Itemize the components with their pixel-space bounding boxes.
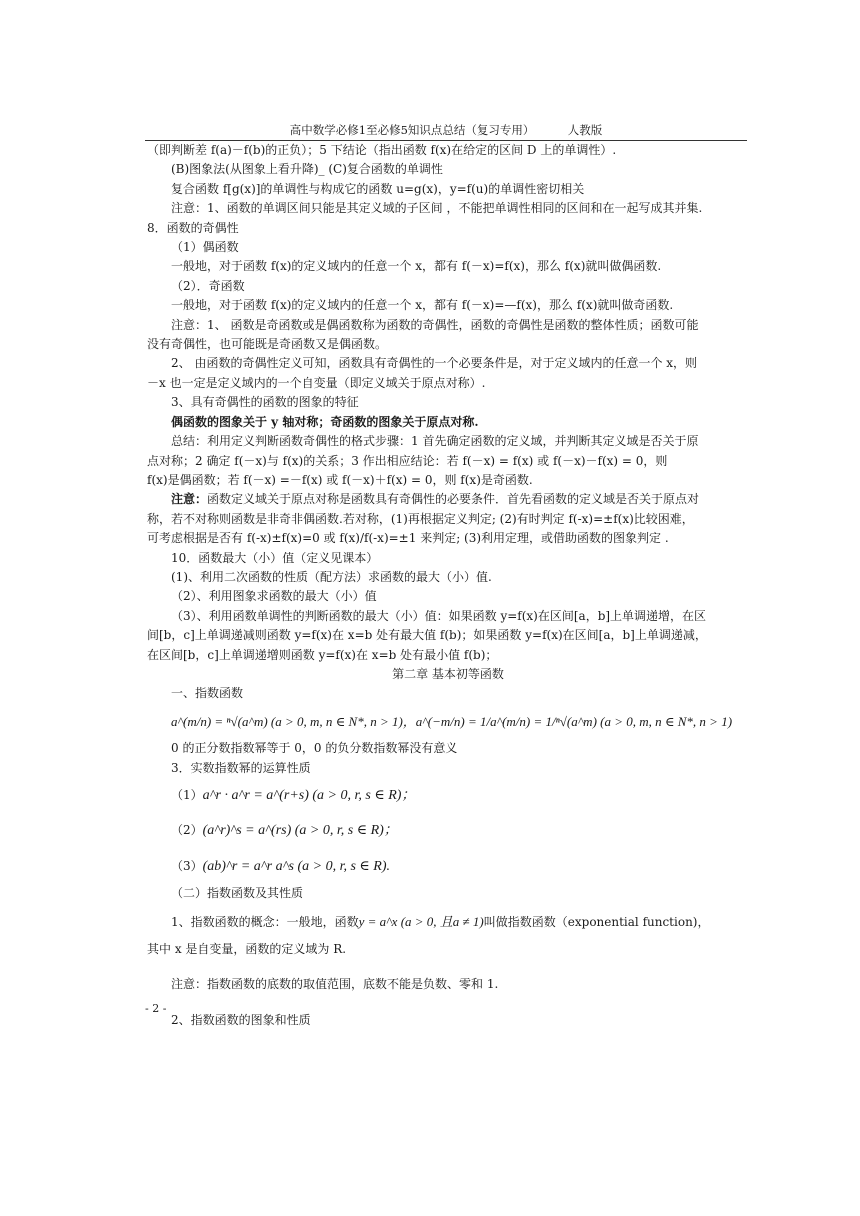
text-line: 总结：利用定义判断函数奇偶性的格式步骤：1 首先确定函数的定义域，并判断其定义域是否关于原 [171,434,699,449]
bold-statement: 偶函数的图象关于 y 轴对称；奇函数的图象关于原点对称. [171,414,479,429]
text-line: 一般地，对于函数 f(x)的定义域内的任意一个 x，都有 f(－x)=—f(x)，那么 f(x)就叫做奇函数. [171,298,674,313]
text-line: 一般地，对于函数 f(x)的定义域内的任意一个 x，都有 f(－x)=f(x)，那么 f(x)就叫做偶函数. [171,259,662,274]
rule-formula: (a^r)^s = a^(rs) (a > 0, r, s ∈ R)； [202,823,398,839]
power-rule-2 [147,821,749,840]
note-text: 函数定义域关于原点对称是函数具有奇偶性的必要条件．首先看函数的定义域是否关于原点对 [207,492,700,507]
section-heading: 8．函数的奇偶性 [147,220,239,235]
section-heading: 2、指数函数的图象和性质 [171,1012,311,1027]
subsection-heading: （1）偶函数 [171,240,239,255]
power-rule-3 [147,857,749,876]
text-line: 注意：指数函数的底数的取值范围，底数不能是负数、零和 1. [171,977,499,992]
note-label: 注意： [171,492,208,507]
text-line: 可考虑根据是否有 f(-x)±f(x)=0 或 f(x)/f(-x)=±1 来判定; (3)利用定理，或借助函数的图象判定 . [147,531,669,546]
subsection-heading: 3．实数指数幂的运算性质 [171,760,311,775]
text-line: (1)、利用二次函数的性质（配方法）求函数的最大（小）值. [171,569,492,584]
text-line: 注意：1、 函数是奇函数或是偶函数称为函数的奇偶性，函数的奇偶性是函数的整体性质；函数可能 [171,317,699,332]
text-line: 称，若不对称则函数是非奇非偶函数.若对称，(1)再根据定义判定; (2)有时判定 f(-x)=±f(x)比较困难， [147,511,694,526]
text-line: 没有奇偶性，也可能既是奇函数又是偶函数。 [147,337,388,352]
page-header [145,120,747,141]
definition-text: 1、指数函数的概念：一般地，函数 [171,914,359,929]
text-line: （即判断差 f(a)－f(b)的正负）；5 下结论（指出函数 f(x)在给定的区间 D 上的单调性）. [147,143,617,157]
text-line: 2、 由函数的奇偶性定义可知，函数具有奇偶性的一个必要条件是，对于定义域内的任意一个 x，则 [171,356,698,371]
text-line: 3、具有奇偶性的函数的图象的特征 [171,395,359,410]
text-line: 复合函数 f[g(x)]的单调性与构成它的函数 u=g(x)，y=f(u)的单调性密切相关 [171,181,585,196]
rule-number: （3） [171,858,203,873]
section-heading: 一、指数函数 [171,686,244,701]
page-number: - 2 - [145,1002,167,1015]
chapter-title: 第二章 基本初等函数 [392,666,504,681]
text-line [147,912,749,932]
text-line: (B)图象法(从图象上看升降)_ (C)复合函数的单调性 [171,162,443,177]
text-line: （2）、利用图象求函数的最大（小）值 [171,589,377,604]
text-line: 点对称；2 确定 f(－x)与 f(x)的关系；3 作出相应结论：若 f(－x) = f(x) 或 f(－x)－f(x) = 0，则 [147,453,668,468]
definition-text: 叫做指数函数（exponential function)， [483,914,710,929]
document-body [147,141,749,1030]
section-heading: 10．函数最大（小）值（定义见课本） [171,550,379,565]
text-line: f(x)是偶函数；若 f(－x) =－f(x) 或 f(－x)＋f(x) = 0，则 f(x)是奇函数. [147,472,533,487]
text-line: 注意：1、函数的单调区间只能是其定义域的子区间 ，不能把单调性相同的区间和在一起写成其并集. [171,201,703,216]
rule-number: （1） [171,788,203,802]
rule-formula: (ab)^r = a^r a^s (a > 0, r, s ∈ R). [202,858,391,874]
text-line: （3）、利用函数单调性的判断函数的最大（小）值：如果函数 y=f(x)在区间[a，b]上单调递增，在区 [171,608,707,623]
text-line: 其中 x 是自变量，函数的定义域为 R. [147,942,347,957]
text-line: 0 的正分数指数幂等于 0，0 的负分数指数幂没有意义 [171,741,458,756]
rule-number: （2） [171,823,203,838]
text-line [147,490,749,509]
power-rule-1 [147,786,749,805]
rule-formula: a^r · a^r = a^(r+s) (a > 0, r, s ∈ R)； [202,788,416,803]
subsection-heading: （二）指数函数及其性质 [171,886,304,901]
definition-formula: y = a^x (a > 0, 且a ≠ 1) [358,913,484,929]
header-title: 高中数学必修1至必修5知识点总结（复习专用） [289,123,535,137]
text-line: 在区间[b，c]上单调递增则函数 y=f(x)在 x=b 处有最小值 f(b)； [147,647,498,662]
header-edition: 人教版 [567,123,603,137]
exponent-formula: a^(m/n) = ⁿ√(a^m) (a > 0, m, n ∈ N*, n > 1)，a^(−m/n) = 1/a^(m/n) = 1/ⁿ√(a^m) (a > 0, m, n ∈ N*, n > 1) [171,713,733,729]
text-line: －x 也一定是定义域内的一个自变量（即定义域关于原点对称）. [147,375,486,390]
text-line: 间[b，c]上单调递减则函数 y=f(x)在 x=b 处有最大值 f(b)；如果函数 y=f(x)在区间[a，b]上单调递减， [147,628,707,643]
subsection-heading: （2）．奇函数 [171,278,245,293]
